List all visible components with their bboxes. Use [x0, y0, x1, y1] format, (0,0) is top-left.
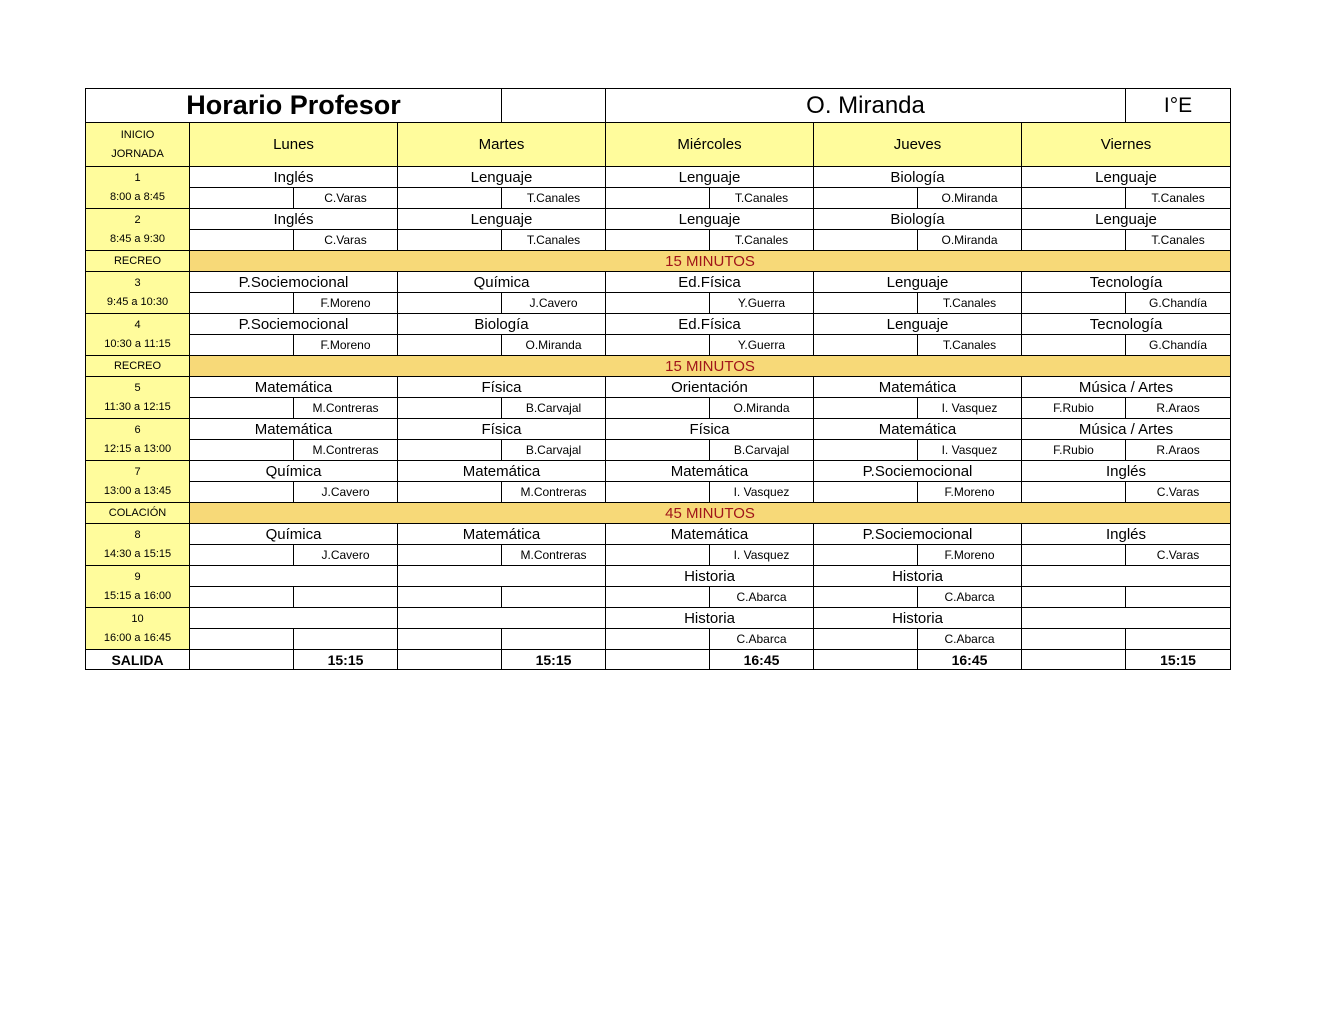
exit-label: SALIDA [86, 650, 190, 670]
teacher-cell [294, 629, 398, 650]
subject-cell: Historia [606, 566, 814, 587]
subject-cell [1022, 608, 1231, 629]
period-number: 7 [134, 465, 141, 478]
teacher-name: O. Miranda [606, 89, 1126, 123]
day-header-jueves: Jueves [814, 123, 1022, 167]
period-time: 8:00 a 8:45 [109, 190, 166, 203]
exit-blank-cell [398, 650, 502, 670]
day-header-miercoles: Miércoles [606, 123, 814, 167]
subject-cell: Lenguaje [606, 209, 814, 230]
break-duration: 15 MINUTOS [190, 251, 1231, 272]
subject-cell: Matemática [814, 419, 1022, 440]
teacher-left-cell [190, 293, 294, 314]
subject-cell: Inglés [1022, 524, 1231, 545]
subject-cell: P.Sociemocional [190, 272, 398, 293]
teacher-cell: I. Vasquez [710, 545, 814, 566]
teacher-left-cell [814, 587, 918, 608]
subject-cell: Lenguaje [814, 314, 1022, 335]
subject-cell: Biología [814, 209, 1022, 230]
block-teacher-row [86, 629, 1231, 650]
teacher-cell: J.Cavero [294, 545, 398, 566]
period-time: 13:00 a 13:45 [103, 484, 172, 497]
teacher-cell: B.Carvajal [502, 440, 606, 461]
teacher-cell: T.Canales [502, 230, 606, 251]
period-cell [86, 377, 190, 419]
teacher-left-cell [190, 398, 294, 419]
period-cell [86, 566, 190, 608]
exit-time: 15:15 [502, 650, 606, 670]
teacher-left-cell [814, 545, 918, 566]
teacher-left-cell [1022, 482, 1126, 503]
subject-cell: P.Sociemocional [814, 461, 1022, 482]
subject-cell: Matemática [814, 377, 1022, 398]
teacher-left-cell [606, 398, 710, 419]
teacher-left-cell [398, 587, 502, 608]
teacher-left-cell [814, 629, 918, 650]
period-cell [86, 167, 190, 209]
period-time: 10:30 a 11:15 [104, 337, 171, 350]
teacher-cell: M.Contreras [294, 398, 398, 419]
block-teacher-row [86, 335, 1231, 356]
teacher-cell [502, 629, 606, 650]
period-number: 5 [134, 381, 141, 394]
period-cell [86, 272, 190, 314]
teacher-left-cell [814, 188, 918, 209]
break-duration: 15 MINUTOS [190, 356, 1231, 377]
subject-cell: Matemática [398, 461, 606, 482]
subject-cell: Inglés [1022, 461, 1231, 482]
teacher-cell: C.Abarca [710, 587, 814, 608]
teacher-left-cell [190, 482, 294, 503]
teacher-left-cell: F.Rubio [1022, 398, 1126, 419]
block-teacher-row [86, 545, 1231, 566]
block-teacher-row [86, 398, 1231, 419]
subject-cell: Lenguaje [398, 167, 606, 188]
subject-cell: Química [190, 524, 398, 545]
teacher-left-cell [190, 230, 294, 251]
subject-cell: Matemática [190, 419, 398, 440]
subject-cell: Matemática [190, 377, 398, 398]
period-time: 12:15 a 13:00 [103, 442, 172, 455]
teacher-left-cell [606, 587, 710, 608]
inicio-label: INICIO [120, 128, 155, 141]
subject-cell: Historia [814, 566, 1022, 587]
teacher-cell: F.Moreno [294, 293, 398, 314]
subject-cell [1022, 566, 1231, 587]
block-teacher-row [86, 482, 1231, 503]
period-number: 6 [134, 423, 141, 436]
teacher-left-cell [398, 230, 502, 251]
teacher-cell: F.Moreno [294, 335, 398, 356]
block-subject-row [86, 419, 1231, 440]
subject-cell: Biología [398, 314, 606, 335]
block-teacher-row [86, 188, 1231, 209]
subject-cell: Tecnología [1022, 272, 1231, 293]
subject-cell [190, 566, 398, 587]
subject-cell: Ed.Física [606, 272, 814, 293]
teacher-left-cell [1022, 587, 1126, 608]
exit-time: 15:15 [1126, 650, 1231, 670]
exit-blank-cell [1022, 650, 1126, 670]
teacher-cell: I. Vasquez [710, 482, 814, 503]
period-time: 14:30 a 15:15 [103, 547, 172, 560]
day-header-lunes: Lunes [190, 123, 398, 167]
teacher-cell: M.Contreras [502, 482, 606, 503]
block-subject-row [86, 461, 1231, 482]
teacher-left-cell [398, 545, 502, 566]
subject-cell: Lenguaje [1022, 167, 1231, 188]
teacher-left-cell [814, 230, 918, 251]
block-subject-row [86, 314, 1231, 335]
teacher-cell: O.Miranda [918, 188, 1022, 209]
teacher-left-cell [814, 440, 918, 461]
period-number: 4 [134, 318, 141, 331]
exit-blank-cell [190, 650, 294, 670]
schedule-title: Horario Profesor [86, 89, 502, 123]
period-time: 11:30 a 12:15 [104, 400, 171, 413]
period-cell [86, 524, 190, 566]
teacher-left-cell [606, 440, 710, 461]
teacher-cell: T.Canales [710, 230, 814, 251]
teacher-cell: B.Carvajal [502, 398, 606, 419]
teacher-cell: J.Cavero [294, 482, 398, 503]
teacher-cell: F.Moreno [918, 545, 1022, 566]
subject-cell: Historia [606, 608, 814, 629]
teacher-cell: T.Canales [918, 293, 1022, 314]
block-subject-row [86, 566, 1231, 587]
schedule-table [85, 88, 1231, 670]
teacher-cell: T.Canales [918, 335, 1022, 356]
subject-cell: Tecnología [1022, 314, 1231, 335]
subject-cell: Matemática [606, 461, 814, 482]
teacher-cell [294, 587, 398, 608]
teacher-left-cell [398, 293, 502, 314]
subject-cell: Música / Artes [1022, 419, 1231, 440]
teacher-left-cell [398, 482, 502, 503]
block-teacher-row [86, 587, 1231, 608]
subject-cell: P.Sociemocional [814, 524, 1022, 545]
teacher-left-cell [190, 188, 294, 209]
period-time: 8:45 a 9:30 [109, 232, 166, 245]
teacher-left-cell [398, 398, 502, 419]
block-subject-row [86, 524, 1231, 545]
teacher-left-cell [606, 230, 710, 251]
teacher-left-cell [190, 335, 294, 356]
period-time: 9:45 a 10:30 [106, 295, 169, 308]
teacher-left-cell [398, 440, 502, 461]
block-subject-row [86, 167, 1231, 188]
teacher-left-cell [190, 587, 294, 608]
period-number: 2 [134, 213, 141, 226]
teacher-cell [502, 587, 606, 608]
teacher-cell: C.Varas [294, 188, 398, 209]
teacher-cell: O.Miranda [918, 230, 1022, 251]
teacher-left-cell [398, 629, 502, 650]
break-duration: 45 MINUTOS [190, 503, 1231, 524]
teacher-left-cell: F.Rubio [1022, 440, 1126, 461]
period-cell [86, 461, 190, 503]
teacher-left-cell [606, 293, 710, 314]
exit-blank-cell [606, 650, 710, 670]
teacher-cell [1126, 629, 1231, 650]
teacher-left-cell [1022, 230, 1126, 251]
exit-time: 16:45 [710, 650, 814, 670]
teacher-left-cell [190, 440, 294, 461]
subject-cell: Biología [814, 167, 1022, 188]
period-time: 16:00 a 16:45 [103, 631, 172, 644]
teacher-left-cell [814, 398, 918, 419]
exit-blank-cell [814, 650, 918, 670]
teacher-cell: O.Miranda [502, 335, 606, 356]
block-teacher-row [86, 440, 1231, 461]
subject-cell: Matemática [398, 524, 606, 545]
teacher-cell: C.Varas [1126, 545, 1231, 566]
subject-cell: Inglés [190, 209, 398, 230]
teacher-cell: C.Abarca [710, 629, 814, 650]
teacher-left-cell [398, 335, 502, 356]
subject-cell: Química [190, 461, 398, 482]
subject-cell: Orientación [606, 377, 814, 398]
subject-cell: Física [398, 419, 606, 440]
teacher-cell: I. Vasquez [918, 440, 1022, 461]
teacher-left-cell [190, 545, 294, 566]
break-label: COLACIÓN [86, 503, 190, 524]
course-label: I°E [1126, 89, 1231, 123]
break-row [86, 503, 1231, 524]
teacher-left-cell [814, 482, 918, 503]
teacher-cell [1126, 587, 1231, 608]
teacher-left-cell [190, 629, 294, 650]
teacher-cell: T.Canales [502, 188, 606, 209]
subject-cell: Historia [814, 608, 1022, 629]
block-subject-row [86, 608, 1231, 629]
teacher-cell: C.Varas [1126, 482, 1231, 503]
period-cell [86, 209, 190, 251]
day-header-viernes: Viernes [1022, 123, 1231, 167]
period-cell [86, 608, 190, 650]
teacher-cell: G.Chandía [1126, 293, 1231, 314]
break-row [86, 356, 1231, 377]
teacher-left-cell [1022, 629, 1126, 650]
teacher-cell: R.Araos [1126, 440, 1231, 461]
block-subject-row [86, 272, 1231, 293]
title-blank-cell [502, 89, 606, 123]
title-row [86, 89, 1231, 123]
block-teacher-row [86, 230, 1231, 251]
inicio-jornada-header [86, 123, 190, 167]
teacher-cell: Y.Guerra [710, 293, 814, 314]
teacher-left-cell [606, 482, 710, 503]
teacher-cell: R.Araos [1126, 398, 1231, 419]
teacher-left-cell [1022, 545, 1126, 566]
exit-time: 15:15 [294, 650, 398, 670]
teacher-cell: I. Vasquez [918, 398, 1022, 419]
day-header-martes: Martes [398, 123, 606, 167]
day-header-row [86, 123, 1231, 167]
exit-row [86, 650, 1231, 670]
teacher-cell: C.Abarca [918, 629, 1022, 650]
teacher-left-cell [1022, 188, 1126, 209]
block-subject-row [86, 377, 1231, 398]
subject-cell: Física [606, 419, 814, 440]
break-label: RECREO [86, 251, 190, 272]
break-label: RECREO [86, 356, 190, 377]
period-number: 9 [134, 570, 141, 583]
teacher-left-cell [814, 293, 918, 314]
subject-cell: Inglés [190, 167, 398, 188]
teacher-left-cell [606, 188, 710, 209]
block-subject-row [86, 209, 1231, 230]
exit-time: 16:45 [918, 650, 1022, 670]
subject-cell: Lenguaje [398, 209, 606, 230]
teacher-cell: M.Contreras [294, 440, 398, 461]
period-number: 8 [134, 528, 141, 541]
subject-cell [190, 608, 398, 629]
subject-cell: P.Sociemocional [190, 314, 398, 335]
teacher-cell: M.Contreras [502, 545, 606, 566]
teacher-cell: T.Canales [710, 188, 814, 209]
period-time: 15:15 a 16:00 [103, 589, 172, 602]
jornada-label: JORNADA [111, 147, 164, 160]
break-row [86, 251, 1231, 272]
period-cell [86, 314, 190, 356]
period-number: 3 [134, 276, 141, 289]
teacher-left-cell [814, 335, 918, 356]
teacher-left-cell [606, 335, 710, 356]
teacher-cell: F.Moreno [918, 482, 1022, 503]
teacher-left-cell [606, 545, 710, 566]
teacher-cell: Y.Guerra [710, 335, 814, 356]
period-number: 1 [134, 171, 141, 184]
teacher-left-cell [1022, 335, 1126, 356]
subject-cell [398, 566, 606, 587]
subject-cell: Ed.Física [606, 314, 814, 335]
subject-cell: Matemática [606, 524, 814, 545]
teacher-cell: G.Chandía [1126, 335, 1231, 356]
subject-cell: Lenguaje [1022, 209, 1231, 230]
period-cell [86, 419, 190, 461]
subject-cell: Música / Artes [1022, 377, 1231, 398]
block-teacher-row [86, 293, 1231, 314]
period-number: 10 [131, 612, 144, 625]
teacher-cell: C.Abarca [918, 587, 1022, 608]
teacher-cell: B.Carvajal [710, 440, 814, 461]
teacher-left-cell [398, 188, 502, 209]
subject-cell: Física [398, 377, 606, 398]
teacher-cell: T.Canales [1126, 188, 1231, 209]
subject-cell: Lenguaje [814, 272, 1022, 293]
teacher-cell: J.Cavero [502, 293, 606, 314]
subject-cell: Lenguaje [606, 167, 814, 188]
subject-cell [398, 608, 606, 629]
teacher-left-cell [606, 629, 710, 650]
teacher-left-cell [1022, 293, 1126, 314]
subject-cell: Química [398, 272, 606, 293]
teacher-cell: T.Canales [1126, 230, 1231, 251]
teacher-cell: O.Miranda [710, 398, 814, 419]
teacher-cell: C.Varas [294, 230, 398, 251]
